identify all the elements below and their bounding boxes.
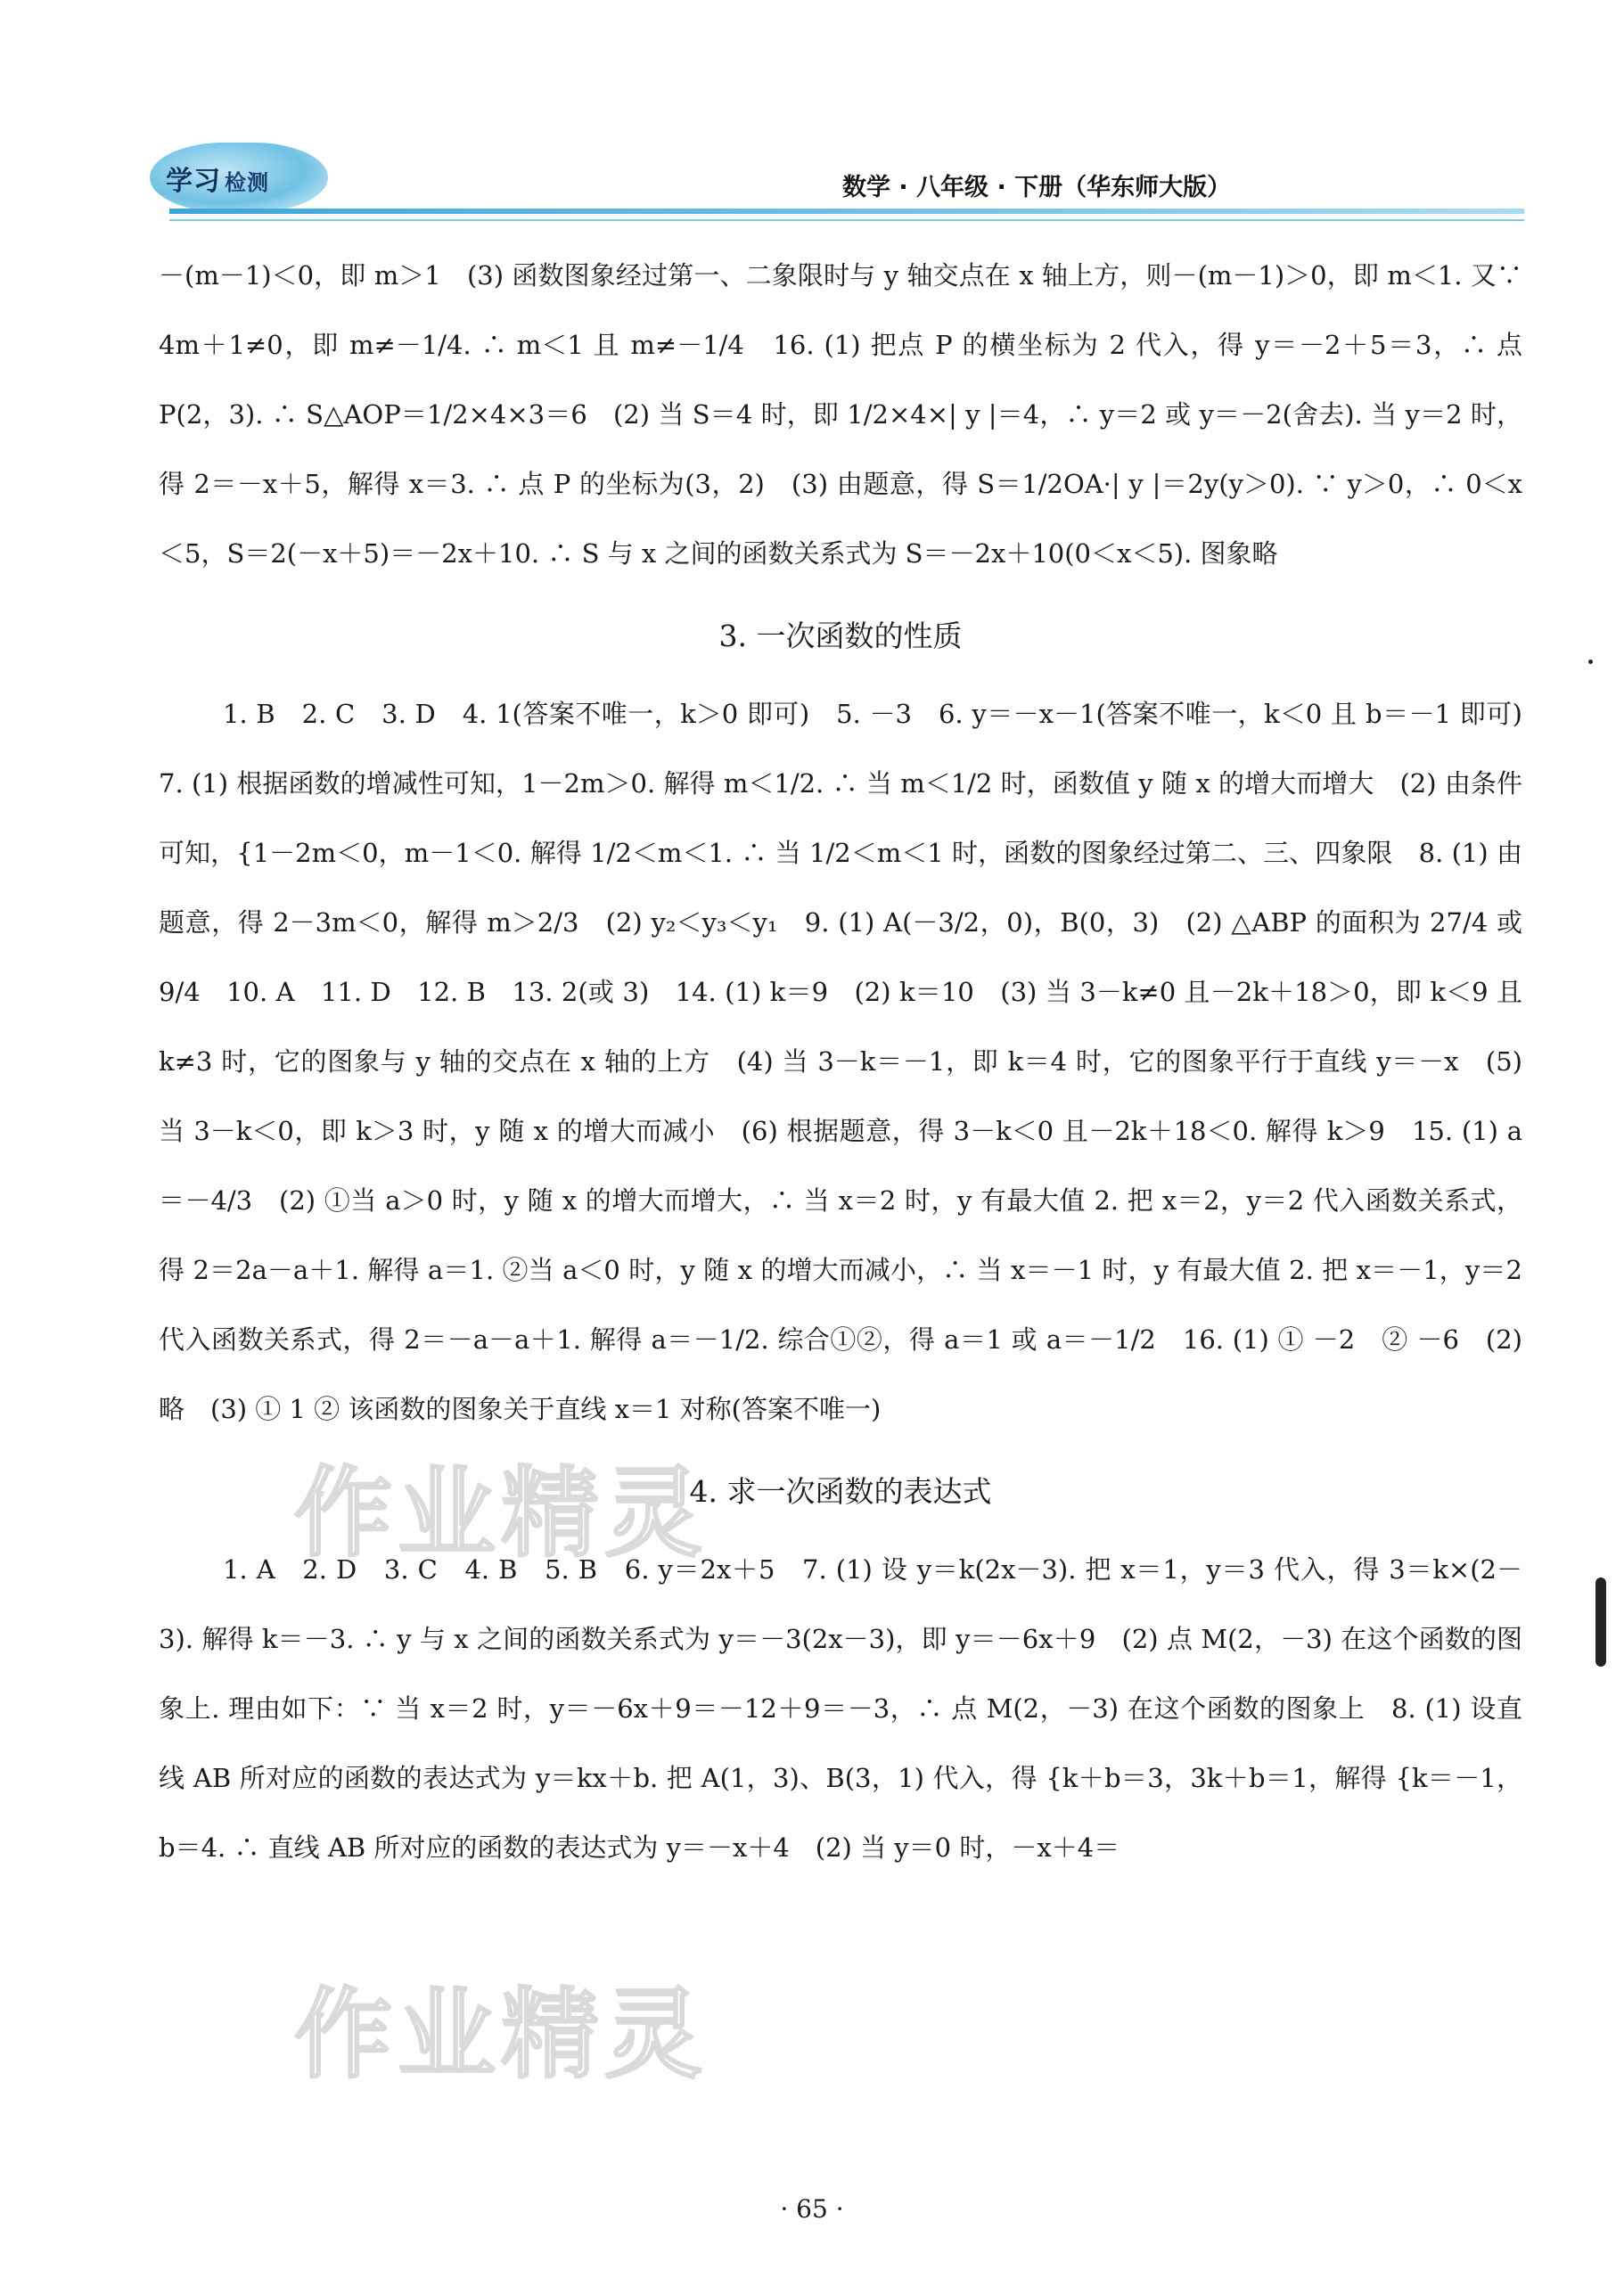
page-number: · 65 · xyxy=(780,2194,844,2224)
page-header xyxy=(0,0,1624,223)
watermark: 作业精灵 xyxy=(294,1456,708,1570)
section-title-4: 4. 求一次函数的表达式 xyxy=(689,1474,992,1509)
scan-dot xyxy=(1588,660,1593,664)
answer-paragraph-continuation: －(m－1)＜0，即 m＞1 (3) 函数图象经过第一、二象限时与 y 轴交点在 x 轴上方，则－(m－1)＞0，即 m＜1. 又∵ 4m＋1≠0，即 m≠－1/4. ∴ m＜1 且 m≠－1/4 16. (1) 把点 P 的横坐标为 2 代入，得 y＝－2＋5＝3，∴ 点 P(2，3). ∴ S△AOP＝1/2×4×3＝6 (2) 当 S＝4 时，即 1/2×4×| y |＝4，∴ y＝2 或 y＝－2(舍去). 当 y＝2 时，得 2＝－x＋5，解得 x＝3. ∴ 点 P 的坐标为(3，2) (3) 由题意，得 S＝1/2OA·| y |＝2y(y＞0). ∵ y＞0，∴ 0＜x＜5，S＝2(－x＋5)＝－2x＋10. ∴ S 与 x 之间的函数关系式为 S＝－2x＋10(0＜x＜5). 图象略 xyxy=(159,260,1522,569)
answer-paragraph-section-4: 1. A 2. D 3. C 4. B 5. B 6. y＝2x＋5 7. (1) 设 y＝k(2x－3). 把 x＝1，y＝3 代入，得 3＝k×(2－3). 解得 k＝－3. ∴ y 与 x 之间的函数关系式为 y＝－3(2x－3)，即 y＝－6x＋9 (2) 点 M(2，－3) 在这个函数的图象上. 理由如下：∵ 当 x＝2 时，y＝－6x＋9＝－12＋9＝－3，∴ 点 M(2，－3) 在这个函数的图象上 8. (1) 设直线 AB 所对应的函数的表达式为 y＝kx＋b. 把 A(1，3)、B(3，1) 代入，得 {k＋b＝3，3k＋b＝1，解得 {k＝－1，b＝4. ∴ 直线 AB 所对应的函数的表达式为 y＝－x＋4 (2) 当 y＝0 时，－x＋4＝ xyxy=(159,1554,1522,1863)
book-title: 数学 · 八年级 · 下册（华东师大版） xyxy=(842,174,1232,201)
section-title-3: 3. 一次函数的性质 xyxy=(718,619,963,653)
scan-edge-mark xyxy=(1595,1578,1606,1667)
answer-paragraph-section-3: 1. B 2. C 3. D 4. 1(答案不唯一，k＞0 即可) 5. －3 6. y＝－x－1(答案不唯一，k＜0 且 b＝－1 即可) 7. (1) 根据函数的增减性可知，1－2m＞0. 解得 m＜1/2. ∴ 当 m＜1/2 时，函数值 y 随 x 的增大而增大 (2) 由条件可知，{1－2m＜0，m－1＜0. 解得 1/2＜m＜1. ∴ 当 1/2＜m＜1 时，函数的图象经过第二、三、四象限 8. (1) 由题意，得 2－3m＜0，解得 m＞2/3 (2) y₂＜y₃＜y₁ 9. (1) A(－3/2，0)，B(0，3) (2) △ABP 的面积为 27/4 或 9/4 10. A 11. D 12. B 13. 2(或 3) 14. (1) k＝9 (2) k＝10 (3) 当 3－k≠0 且－2k＋18＞0，即 k＜9 且 k≠3 时，它的图象与 y 轴的交点在 x 轴的上方 (4) 当 3－k＝－1，即 k＝4 时，它的图象平行于直线 y＝－x (5) 当 3－k＜0，即 k＞3 时，y 随 x 的增大而减小 (6) 根据题意，得 3－k＜0 且－2k＋18＜0. 解得 k＞9 15. (1) a＝－4/3 (2) ①当 a＞0 时，y 随 x 的增大而增大，∴ 当 x＝2 时，y 有最大值 2. 把 x＝2，y＝2 代入函数关系式，得 2＝2a－a＋1. 解得 a＝1. ②当 a＜0 时，y 随 x 的增大而减小，∴ 当 x＝－1 时，y 有最大值 2. 把 x＝－1，y＝2 代入函数关系式，得 2＝－a－a＋1. 解得 a＝－1/2. 综合①②，得 a＝1 或 a＝－1/2 16. (1) ① －2 ② －6 (2) 略 (3) ① 1 ② 该函数的图象关于直线 x＝1 对称(答案不唯一) xyxy=(159,699,1549,1424)
watermark: 作业精灵 xyxy=(294,1978,708,2092)
answer-content xyxy=(159,241,1549,1882)
header-rule-thin xyxy=(169,219,1524,221)
logo-text: 学习 检测 xyxy=(166,166,269,197)
header-rule xyxy=(169,209,1524,214)
